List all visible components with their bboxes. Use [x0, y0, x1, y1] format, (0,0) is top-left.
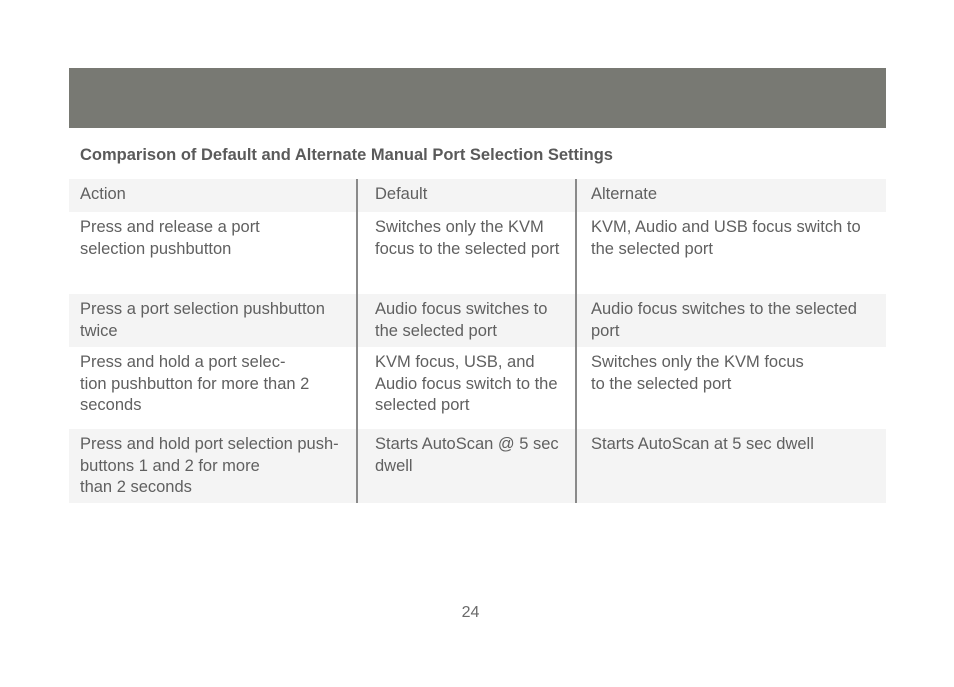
cell-action: Press and hold port selection push- buttons 1 and 2 for more than 2 seconds: [80, 435, 339, 496]
cell-alternate: Starts AutoScan at 5 sec dwell: [591, 435, 814, 453]
section-title: Comparison of Default and Alternate Manual Port Selection Settings: [80, 146, 613, 164]
cell-action: Press and release a port selection pushbutton: [80, 218, 260, 258]
cell-default: Switches only the KVM focus to the selected port: [375, 218, 560, 258]
column-divider: [575, 179, 577, 503]
header-action: Action: [80, 185, 126, 203]
header-bar: [69, 68, 886, 128]
cell-default: Starts AutoScan @ 5 sec dwell: [375, 435, 559, 475]
table-row: [69, 294, 886, 347]
header-default: Default: [375, 185, 428, 203]
table-row: [69, 347, 886, 429]
table-header-row: [69, 179, 886, 212]
table-row: [69, 212, 886, 294]
cell-alternate: Switches only the KVM focus to the selected port: [591, 353, 804, 393]
cell-default: KVM focus, USB, and Audio focus switch to the selected port: [375, 353, 558, 414]
column-divider: [356, 179, 358, 503]
cell-action: Press and hold a port selec- tion pushbutton for more than 2 seconds: [80, 353, 310, 414]
page-number: 24: [461, 604, 480, 621]
cell-action: Press a port selection pushbutton twice: [80, 300, 325, 340]
cell-alternate: Audio focus switches to the selected port: [591, 300, 857, 340]
header-alternate: Alternate: [591, 185, 658, 203]
cell-alternate: KVM, Audio and USB focus switch to the selected port: [591, 218, 861, 258]
cell-default: Audio focus switches to the selected port: [375, 300, 548, 340]
table-row: [69, 429, 886, 503]
